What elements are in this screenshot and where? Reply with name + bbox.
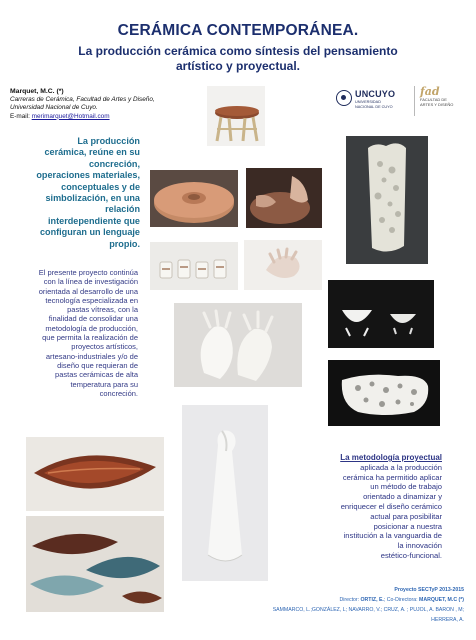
methodology-heading: La metodología proyectual: [340, 453, 442, 462]
photo-white-bowls: [328, 280, 434, 348]
uncuyo-name: UNCUYO: [355, 89, 396, 99]
affiliation-line: Carreras de Cerámica, Facultad de Artes y Diseño,: [10, 96, 155, 104]
codirector-name: MARQUET, M.C (*): [419, 597, 464, 603]
project-id: Proyecto SECTyP 2013-2015: [394, 587, 464, 593]
methodology-line: cerámica ha permitido aplicar: [342, 472, 442, 482]
project-line: El presente proyecto continúa: [38, 268, 138, 277]
university-seal-icon: [336, 90, 352, 106]
photo-copper-leaf-bowl: [26, 437, 164, 511]
project-line: diseño que requieran de: [57, 360, 138, 370]
subtitle-line: artístico y proyectual.: [175, 59, 301, 73]
project-line: temperatura para su: [70, 379, 138, 389]
uncuyo-sub-line: UNIVERSIDAD: [355, 100, 381, 104]
methodology-line: orientado a dinamizar y: [363, 492, 442, 502]
uncuyo-logo: [336, 86, 406, 116]
methodology-line: enriquecer el diseño cerámico: [340, 501, 442, 511]
intro-line: simbolización, en una: [45, 193, 140, 204]
uncuyo-sub-line: NACIONAL DE CUYO: [355, 104, 393, 109]
intro-line: propio.: [109, 238, 140, 249]
project-line: pastas vítreas, con la: [67, 305, 138, 315]
codirector-label: ; Co-Directora:: [383, 597, 420, 603]
intro-line: relación: [105, 204, 140, 215]
photo-small-cups: [150, 242, 238, 290]
project-line: que permita la realización de: [42, 333, 138, 343]
fad-logo: [414, 86, 466, 116]
page-subtitle: [30, 44, 446, 74]
intro-line: conceptuales y de: [61, 181, 140, 192]
author-name: Marquet, M.C. (*): [10, 88, 64, 95]
fad-subtitle: [420, 98, 466, 108]
author-block: [10, 88, 200, 121]
author-email: [10, 113, 200, 121]
fad-sub-line: FACULTAD DE: [420, 97, 447, 102]
project-line: pastas cerámicas de alta: [55, 370, 138, 380]
project-line: artesano-industriales y/o de: [45, 351, 138, 361]
project-line: proyectos artísticos,: [71, 342, 138, 352]
photo-hands-clay: [246, 168, 322, 228]
intro-line: cerámica, reúne en su: [44, 147, 140, 158]
directors-line: [150, 595, 464, 605]
photo-white-folded-vase: [182, 405, 268, 581]
photo-terracotta-disc: [150, 170, 238, 227]
photo-glazed-leaf-plates: [26, 516, 164, 612]
methodology-line: actual para posibilitar: [370, 511, 442, 521]
photo-hand-bowl: [244, 240, 322, 290]
intro-line: configuran un lenguaje: [39, 227, 140, 238]
methodology-line: institución a la vanguardia de: [343, 531, 442, 541]
institution-logos: [336, 86, 466, 116]
methodology-paragraph: [304, 453, 442, 561]
project-line: orientada al desarrollo de una: [38, 286, 138, 296]
project-line: concreción.: [99, 388, 138, 398]
author-affiliation: [10, 96, 200, 112]
project-line: tecnología especializada en: [45, 295, 138, 305]
email-link[interactable]: merimarquet@Hotmail.com: [31, 112, 110, 120]
project-line: finalidad de consolidar una: [48, 314, 138, 324]
intro-paragraph: [32, 136, 140, 250]
methodology-line: posicionar a nuestra: [373, 521, 442, 531]
affiliation-line: Universidad Nacional de Cuyo.: [10, 104, 98, 112]
project-line: con la línea de investigación: [43, 277, 138, 287]
uncuyo-subtitle: [355, 100, 410, 109]
methodology-line: la innovación: [397, 541, 442, 551]
photo-lace-structure: [328, 360, 440, 426]
intro-line: interdependiente que: [48, 215, 140, 226]
methodology-line: aplicada a la producción: [360, 462, 442, 472]
intro-line: La producción: [77, 136, 140, 146]
team-line: HERRERA, A.: [431, 617, 464, 623]
intro-line: operaciones materiales,: [36, 170, 140, 181]
fad-sub-line: ARTES Y DISEÑO: [420, 101, 454, 107]
email-label: E-mail:: [10, 112, 32, 120]
photo-white-hands: [174, 303, 302, 387]
methodology-line: estético-funcional.: [380, 550, 442, 560]
team-line: SAMMARCO, L.;GONZÁLEZ, L; NAVARRO, V.; CRUZ, A. ; PUJOL, A. BARON , M;: [272, 607, 464, 613]
subtitle-line: La producción cerámica como síntesis del pensamiento: [78, 44, 398, 58]
fad-name: fad: [420, 85, 440, 98]
director-label: Director:: [339, 597, 361, 603]
intro-line: concreción,: [88, 158, 140, 169]
photo-perforated-vase: [346, 136, 428, 264]
director-name: ORTIZ, E.: [360, 597, 384, 603]
photo-ceramic-stool: [207, 86, 265, 146]
project-line: metodología de producción,: [45, 323, 138, 333]
credits-footer: [150, 585, 464, 625]
page-title: CERÁMICA CONTEMPORÁNEA.: [117, 22, 359, 39]
methodology-line: un método de trabajo: [370, 482, 442, 492]
project-paragraph: [22, 268, 138, 398]
